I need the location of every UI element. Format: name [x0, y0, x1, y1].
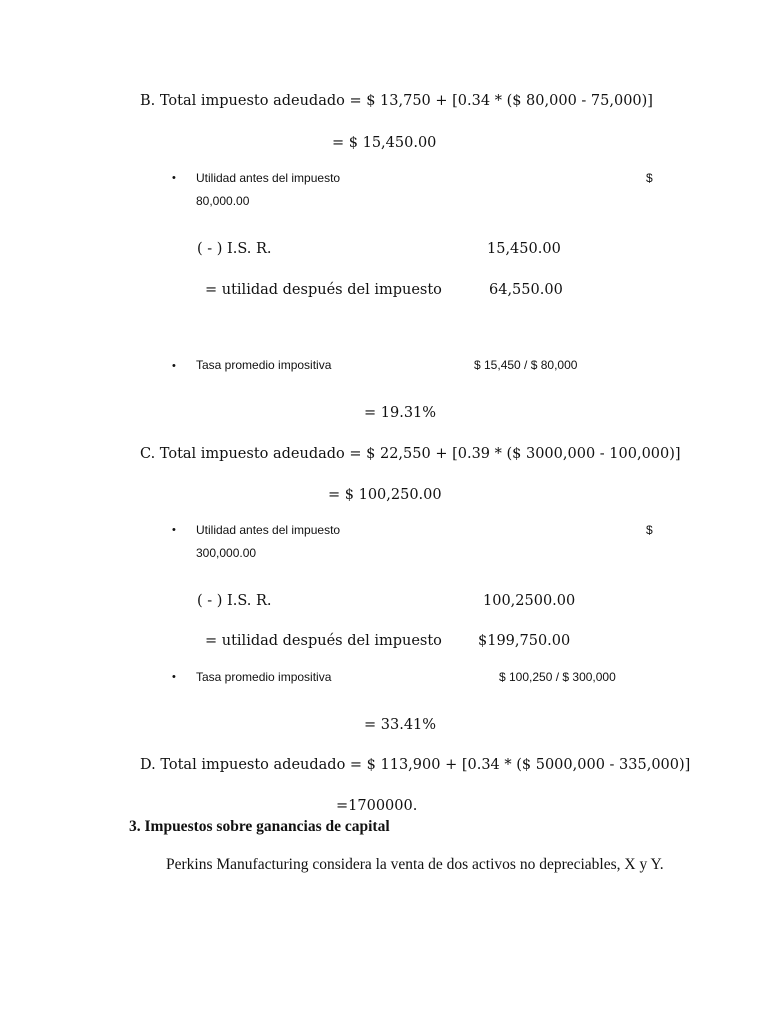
section-c-tasa-label: Tasa promedio impositiva: [196, 670, 332, 684]
section-3-heading: 3. Impuestos sobre ganancias de capital: [129, 818, 390, 835]
section-b-currency-symbol: $: [646, 171, 653, 185]
section-b-utilidad-antes-label: Utilidad antes del impuesto: [196, 171, 341, 185]
section-b-rate: = 19.31%: [364, 405, 437, 421]
section-b-result: = $ 15,450.00: [332, 135, 437, 151]
section-c-utilidad-despues-label: = utilidad después del impuesto: [205, 633, 442, 649]
section-c-currency-symbol: $: [646, 523, 653, 537]
section-b-utilidad-antes-value: 80,000.00: [196, 194, 250, 208]
section-c-utilidad-antes-value: 300,000.00: [196, 546, 257, 560]
section-b-tasa-label: Tasa promedio impositiva: [196, 358, 332, 372]
section-c-equation: C. Total impuesto adeudado = $ 22,550 + [0.39 * ($ 3000,000 - 100,000)]: [140, 446, 681, 462]
section-b-tasa-value: $ 15,450 / $ 80,000: [474, 358, 578, 372]
section-c-isr-label: ( - ) I.S. R.: [197, 593, 272, 609]
section-b-utilidad-despues-value: 64,550.00: [489, 282, 563, 298]
bullet-icon: •: [172, 671, 176, 683]
section-3-paragraph: Perkins Manufacturing considera la venta de dos activos no depreciables, X y Y.: [166, 856, 664, 873]
section-c-utilidad-despues-value: $199,750.00: [478, 633, 571, 649]
section-b-utilidad-despues-label: = utilidad después del impuesto: [205, 282, 442, 298]
section-b-isr-label: ( - ) I.S. R.: [197, 241, 272, 257]
bullet-icon: •: [172, 172, 176, 184]
section-d-equation: D. Total impuesto adeudado = $ 113,900 + [0.34 * ($ 5000,000 - 335,000)]: [140, 757, 691, 773]
section-c-result: = $ 100,250.00: [328, 487, 442, 503]
section-b-equation: B. Total impuesto adeudado = $ 13,750 + [0.34 * ($ 80,000 - 75,000)]: [140, 93, 653, 109]
section-c-tasa-value: $ 100,250 / $ 300,000: [499, 670, 616, 684]
section-b-isr-value: 15,450.00: [487, 241, 561, 257]
bullet-icon: •: [172, 524, 176, 536]
bullet-icon: •: [172, 360, 176, 372]
section-c-isr-value: 100,2500.00: [483, 593, 576, 609]
section-d-result: =1700000.: [336, 798, 418, 814]
section-c-rate: = 33.41%: [364, 717, 437, 733]
section-c-utilidad-antes-label: Utilidad antes del impuesto: [196, 523, 341, 537]
